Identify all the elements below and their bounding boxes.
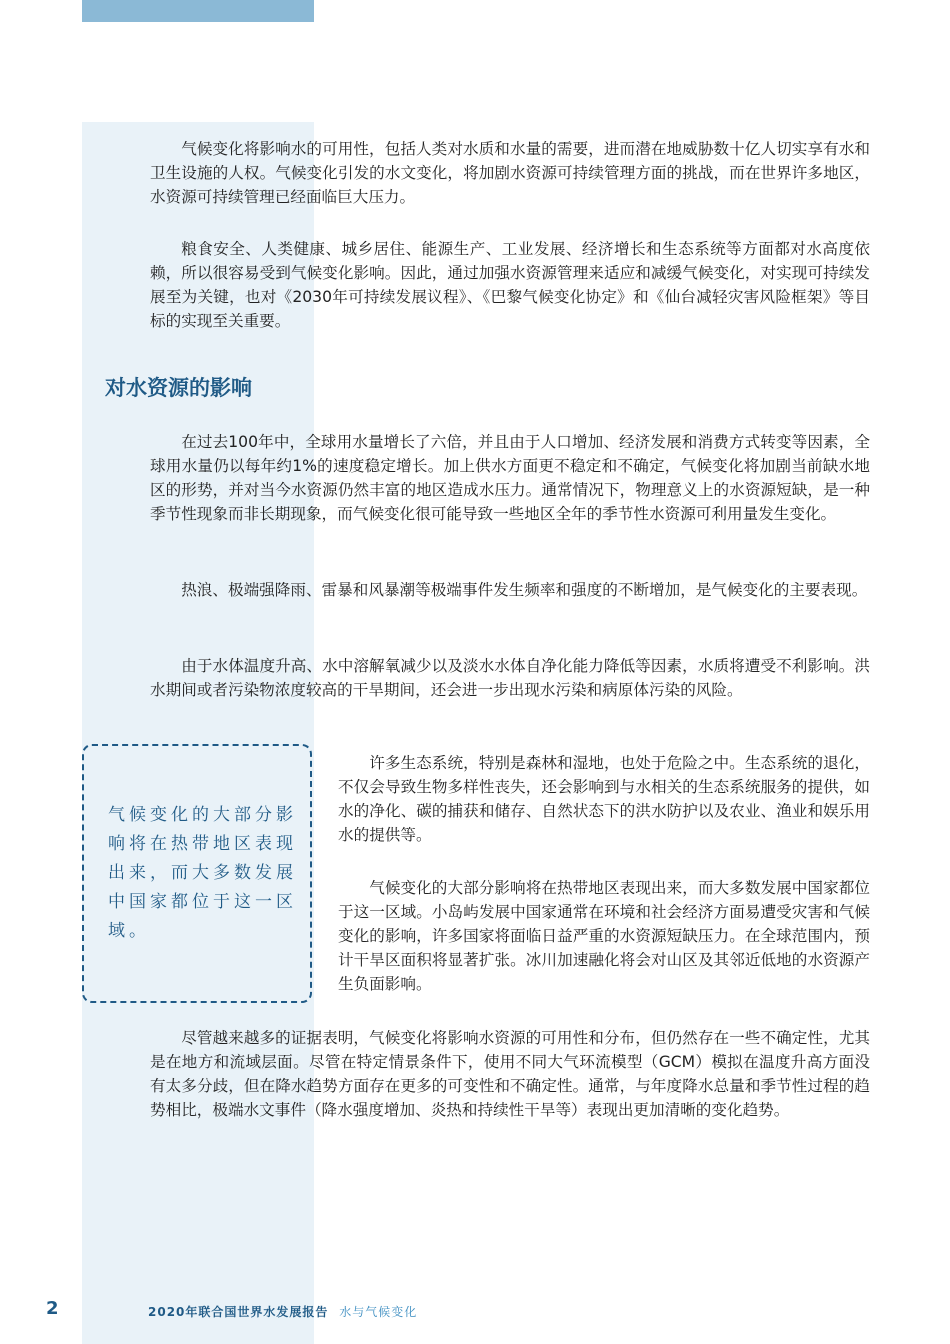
- paragraph-7: 气候变化的大部分影响将在热带地区表现出来，而大多数发展中国家都位于这一区域。小岛屿发展中国家通常在环境和社会经济方面易遭受灾害和气候变化的影响，许多国家将面临日益严重的水资源短缺压力。在全球范围内，预计干旱区面积将显著扩张。冰川加速融化将会对山区及其邻近低地的水资源产生负面影响。: [338, 879, 870, 993]
- paragraph-8: 尽管越来越多的证据表明，气候变化将影响水资源的可用性和分布，但仍然存在一些不确定性，尤其是在地方和流域层面。尽管在特定情景条件下，使用不同大气环流模型（GCM）模拟在温度升高方面没有太多分歧，但在降水趋势方面存在更多的可变性和不确定性。通常，与年度降水总量和季节性过程的趋势相比，极端水文事件（降水强度增加、炎热和持续性干旱等）表现出更加清晰的变化趋势。: [150, 1029, 870, 1119]
- paragraph-4: 热浪、极端强降雨、雷暴和风暴潮等极端事件发生频率和强度的不断增加，是气候变化的主要表现。: [181, 581, 868, 599]
- pull-quote-box: [82, 744, 312, 1003]
- paragraph-1: 气候变化将影响水的可用性，包括人类对水质和水量的需要，进而潜在地威胁数十亿人切实享有水和卫生设施的人权。气候变化引发的水文变化，将加剧水资源可持续管理方面的挑战，而在世界许多地区，水资源可持续管理已经面临巨大压力。: [150, 140, 870, 206]
- footer: [148, 1303, 417, 1320]
- top-color-tab: [82, 0, 314, 22]
- page-number: 2: [46, 1298, 59, 1319]
- paragraph-5: 由于水体温度升高、水中溶解氧减少以及淡水水体自净化能力降低等因素，水质将遭受不利影响。洪水期间或者污染物浓度较高的干旱期间，还会进一步出现水污染和病原体污染的风险。: [150, 657, 870, 699]
- footer-report-title: 2020年联合国世界水发展报告: [148, 1305, 329, 1319]
- pull-quote-text: 气候变化的大部分影响将在热带地区表现出来，而大多数发展中国家都位于这一区域。: [108, 805, 297, 941]
- paragraph-6: 许多生态系统，特别是森林和湿地，也处于危险之中。生态系统的退化，不仅会导致生物多样性丧失，还会影响到与水相关的生态系统服务的提供，如水的净化、碳的捕获和储存、自然状态下的洪水防护以及农业、渔业和娱乐用水的提供等。: [338, 754, 870, 844]
- paragraph-2: 粮食安全、人类健康、城乡居住、能源生产、工业发展、经济增长和生态系统等方面都对水高度依赖，所以很容易受到气候变化影响。因此，通过加强水资源管理来适应和减缓气候变化，对实现可持续发展至为关键，也对《2030年可持续发展议程》、《巴黎气候变化协定》和《仙台减轻灾害风险框架》等目标的实现至关重要。: [150, 240, 870, 330]
- section-heading: 对水资源的影响: [105, 376, 252, 400]
- paragraph-3: 在过去100年中，全球用水量增长了六倍，并且由于人口增加、经济发展和消费方式转变等因素，全球用水量仍以每年约1%的速度稳定增长。加上供水方面更不稳定和不确定，气候变化将加剧当前缺水地区的形势，并对当今水资源仍然丰富的地区造成水压力。通常情况下，物理意义上的水资源短缺，是一种季节性现象而非长期现象，而气候变化很可能导致一些地区全年的季节性水资源可利用量发生变化。: [150, 433, 870, 523]
- footer-subtitle: 水与气候变化: [339, 1305, 418, 1319]
